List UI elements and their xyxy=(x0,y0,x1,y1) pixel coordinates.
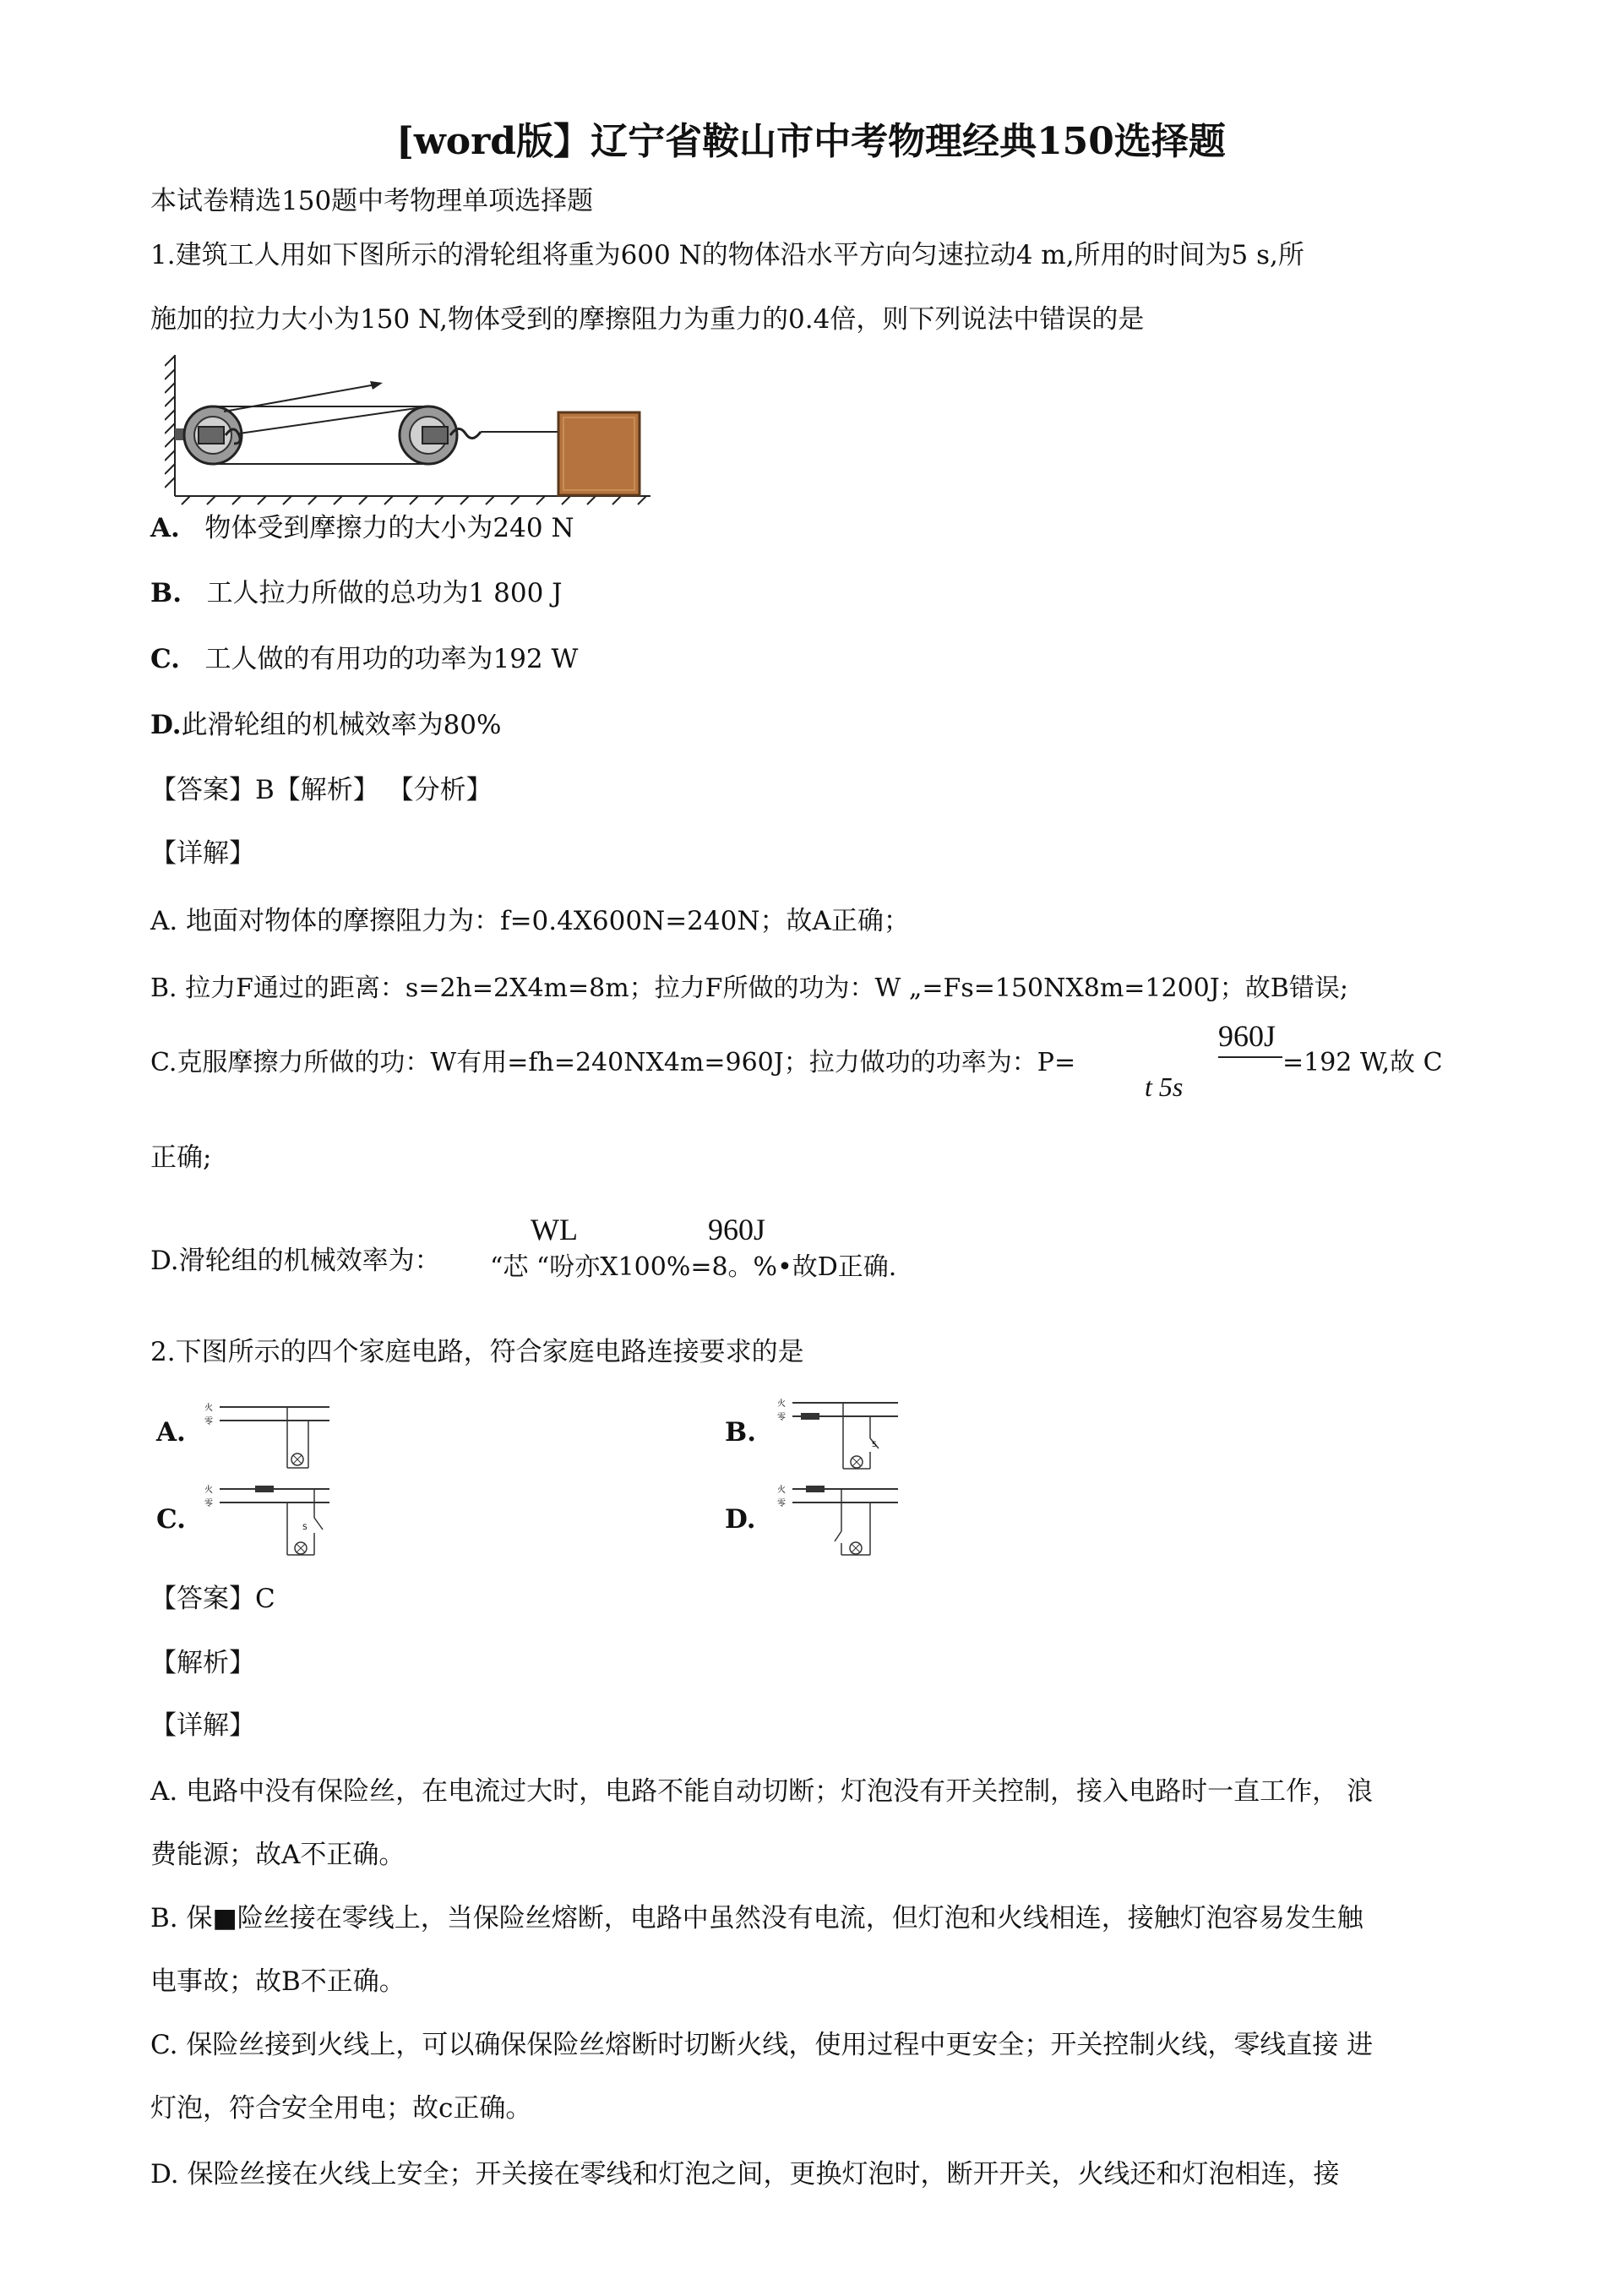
moving-pulley xyxy=(400,406,558,464)
intro-text: 本试卷精选150题中考物理单项选择题 xyxy=(150,186,594,216)
q2-explain-b-line1: B. 保■险丝接在零线上，当保险丝熔断，电路中虽然没有电流，但灯泡和火线相连，接触灯泡容易发生触 xyxy=(150,1903,1363,1933)
q1-option-a: A. 物体受到摩擦力的大小为240 N xyxy=(150,513,574,543)
fuse-symbol xyxy=(801,1413,819,1420)
q1-explain-d: D.滑轮组的机械效率为： xyxy=(150,1246,441,1276)
live-wire-label: 火 xyxy=(777,1486,786,1495)
q1-option-d: D.此滑轮组的机械效率为80% xyxy=(150,710,502,740)
q1-explain-c-fraction-bar xyxy=(1218,1056,1282,1058)
q2-option-d-label: D. xyxy=(725,1504,756,1535)
q1-stem-line1: 1.建筑工人用如下图所示的滑轮组将重为600 N的物体沿水平方向匀速拉动4 m,所用的时间为5 s,所 xyxy=(150,240,1304,270)
q2-explain-a-line2: 费能源；故A不正确。 xyxy=(150,1840,406,1870)
wooden-block xyxy=(558,412,640,495)
live-wire-label: 火 xyxy=(204,1486,213,1495)
q2-explain-b-line2: 电事故；故B不正确。 xyxy=(150,1966,406,1997)
switch-label: S xyxy=(872,1441,877,1449)
q2-option-c-label: C. xyxy=(156,1504,186,1535)
q1-answer-line: 【答案】B【解析】 【分析】 xyxy=(150,775,493,805)
circuit-diagram-b xyxy=(776,1394,902,1475)
q2-analysis-header: 【解析】 xyxy=(150,1648,255,1678)
q2-detail-header: 【详解】 xyxy=(150,1710,255,1741)
pulley-system-figure xyxy=(165,351,655,507)
q1-explain-c-result: =192 W,故 C xyxy=(1282,1048,1443,1077)
q2-stem: 2.下图所示的四个家庭电路，符合家庭电路连接要求的是 xyxy=(150,1337,804,1367)
q1-stem-line2: 施加的拉力大小为150 N,物体受到的摩擦阻力为重力的0.4倍，则下列说法中错误的是 xyxy=(150,304,1145,335)
q1-explain-a: A. 地面对物体的摩擦阻力为：f=0.4X600N=240N；故A正确； xyxy=(150,906,910,936)
neutral-wire-label: 零 xyxy=(777,1499,786,1508)
q2-answer-line: 【答案】C xyxy=(150,1584,275,1614)
circuit-diagram-c xyxy=(203,1481,338,1561)
ground-hatch xyxy=(175,496,650,504)
circuit-diagram-d xyxy=(776,1481,902,1561)
q1-explain-c-denominator: t 5s xyxy=(1145,1072,1184,1102)
neutral-wire-label: 零 xyxy=(204,1499,213,1508)
fuse-symbol xyxy=(255,1486,274,1492)
q1-detail-header: 【详解】 xyxy=(150,838,255,869)
q1-option-b: B. 工人拉力所做的总功为1 800 J xyxy=(150,578,563,608)
page-title: [word版】辽宁省鞍山市中考物理经典150选择题 xyxy=(396,120,1226,163)
q1-explain-c: C.克服摩擦力所做的功：W有用=fh=240NX4m=960J；拉力做功的功率为：P= xyxy=(150,1048,1076,1077)
q1-option-c: C. 工人做的有用功的功率为192 W xyxy=(150,644,579,674)
q1-explain-d-numerator-1: WL xyxy=(531,1213,578,1246)
q1-explain-c-numerator: 960J xyxy=(1218,1019,1276,1053)
q2-explain-d-line1: D. 保险丝接在火线上安全；开关接在零线和灯泡之间，更换灯泡时，断开开关，火线还和灯泡相连，接 xyxy=(150,2159,1340,2190)
live-wire-label: 火 xyxy=(204,1404,213,1413)
ropes xyxy=(213,406,428,464)
circuit-diagram-a xyxy=(203,1399,338,1475)
q2-explain-a-line1: A. 电路中没有保险丝，在电流过大时，电路不能自动切断；灯泡没有开关控制，接入电路时一直工作， 浪 xyxy=(150,1776,1373,1807)
q1-explain-d-numerator-2: 960J xyxy=(708,1213,766,1246)
switch-label: S xyxy=(302,1524,308,1532)
fuse-symbol xyxy=(806,1486,825,1492)
live-wire-label: 火 xyxy=(777,1399,786,1409)
q1-explain-b: B. 拉力F通过的距离：s=2h=2X4m=8m；拉力F所做的功为：W „=Fs=150NX8m=1200J；故B错误; xyxy=(150,973,1348,1003)
q2-option-b-label: B. xyxy=(725,1417,756,1448)
q2-explain-c-line2: 灯泡，符合安全用电；故c正确。 xyxy=(150,2093,532,2124)
neutral-wire-label: 零 xyxy=(204,1417,213,1426)
q1-explain-d-expression: “芯 “吩亦X100%=8。%•故D正确. xyxy=(490,1252,897,1282)
fixed-pulley xyxy=(175,406,242,464)
q1-explain-c-continued: 正确; xyxy=(150,1143,212,1173)
q2-option-a-label: A. xyxy=(156,1417,186,1448)
q2-explain-c-line1: C. 保险丝接到火线上，可以确保保险丝熔断时切断火线，使用过程中更安全；开关控制火线，零线直接 进 xyxy=(150,2030,1374,2060)
neutral-wire-label: 零 xyxy=(777,1413,786,1422)
wall-hatch xyxy=(165,355,175,496)
